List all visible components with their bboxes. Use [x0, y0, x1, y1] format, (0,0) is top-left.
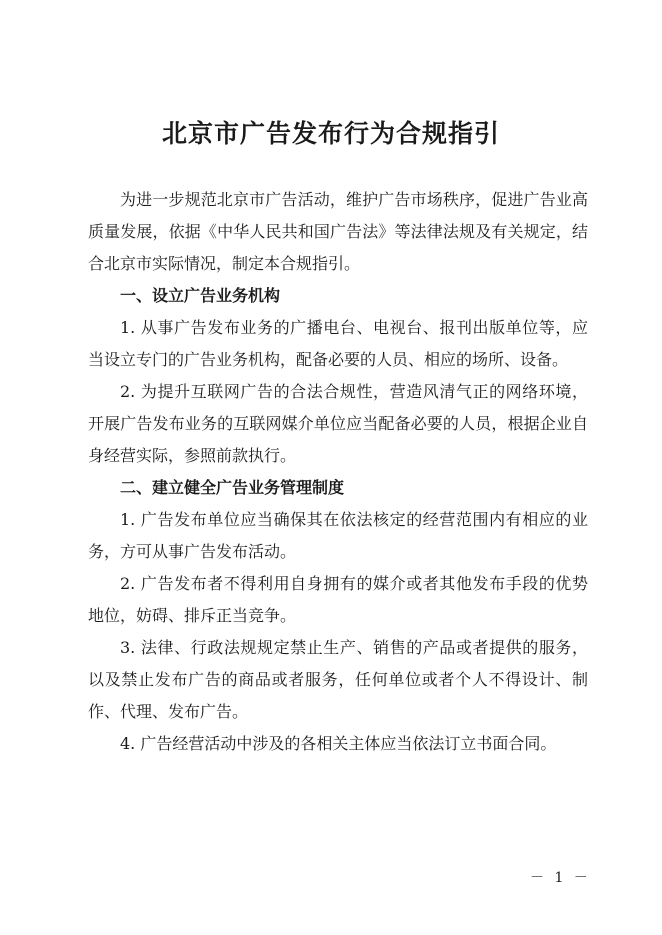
- section-2-item-1: 1. 广告发布单位应当确保其在依法核定的经营范围内有相应的业务，方可从事广告发布活动。: [88, 510, 588, 561]
- section-1-item-2: 2. 为提升互联网广告的合法合规性，营造风清气正的网络环境，开展广告发布业务的互联网媒介单位应当配备必要的人员，根据企业自身经营实际，参照前款执行。: [88, 382, 588, 465]
- intro-paragraph: 为进一步规范北京市广告活动，维护广告市场秩序，促进广告业高质量发展，依据《中华人民共和国广告法》等法律法规及有关规定，结合北京市实际情况，制定本合规指引。: [88, 190, 588, 273]
- section-2-item-3: 3. 法律、行政法规规定禁止生产、销售的产品或者提供的服务，以及禁止发布广告的商品或者服务，任何单位或者个人不得设计、制作、代理、发布广告。: [88, 638, 588, 721]
- section-heading-2: 二、建立健全广告业务管理制度: [120, 478, 345, 497]
- document-body: [88, 184, 588, 760]
- section-2-item-2: 2. 广告发布者不得利用自身拥有的媒介或者其他发布手段的优势地位，妨碍、排斥正当竞争。: [88, 574, 588, 625]
- document-title: 北京市广告发布行为合规指引: [161, 119, 500, 148]
- section-heading-1: 一、设立广告业务机构: [120, 286, 281, 305]
- section-2-item-4: 4. 广告经营活动中涉及的各相关主体应当依法订立书面合同。: [120, 734, 557, 753]
- section-1-item-1: 1. 从事广告发布业务的广播电台、电视台、报刊出版单位等，应当设立专门的广告业务机构，配备必要的人员、相应的场所、设备。: [88, 318, 588, 369]
- page-number: － 1 －: [530, 870, 591, 886]
